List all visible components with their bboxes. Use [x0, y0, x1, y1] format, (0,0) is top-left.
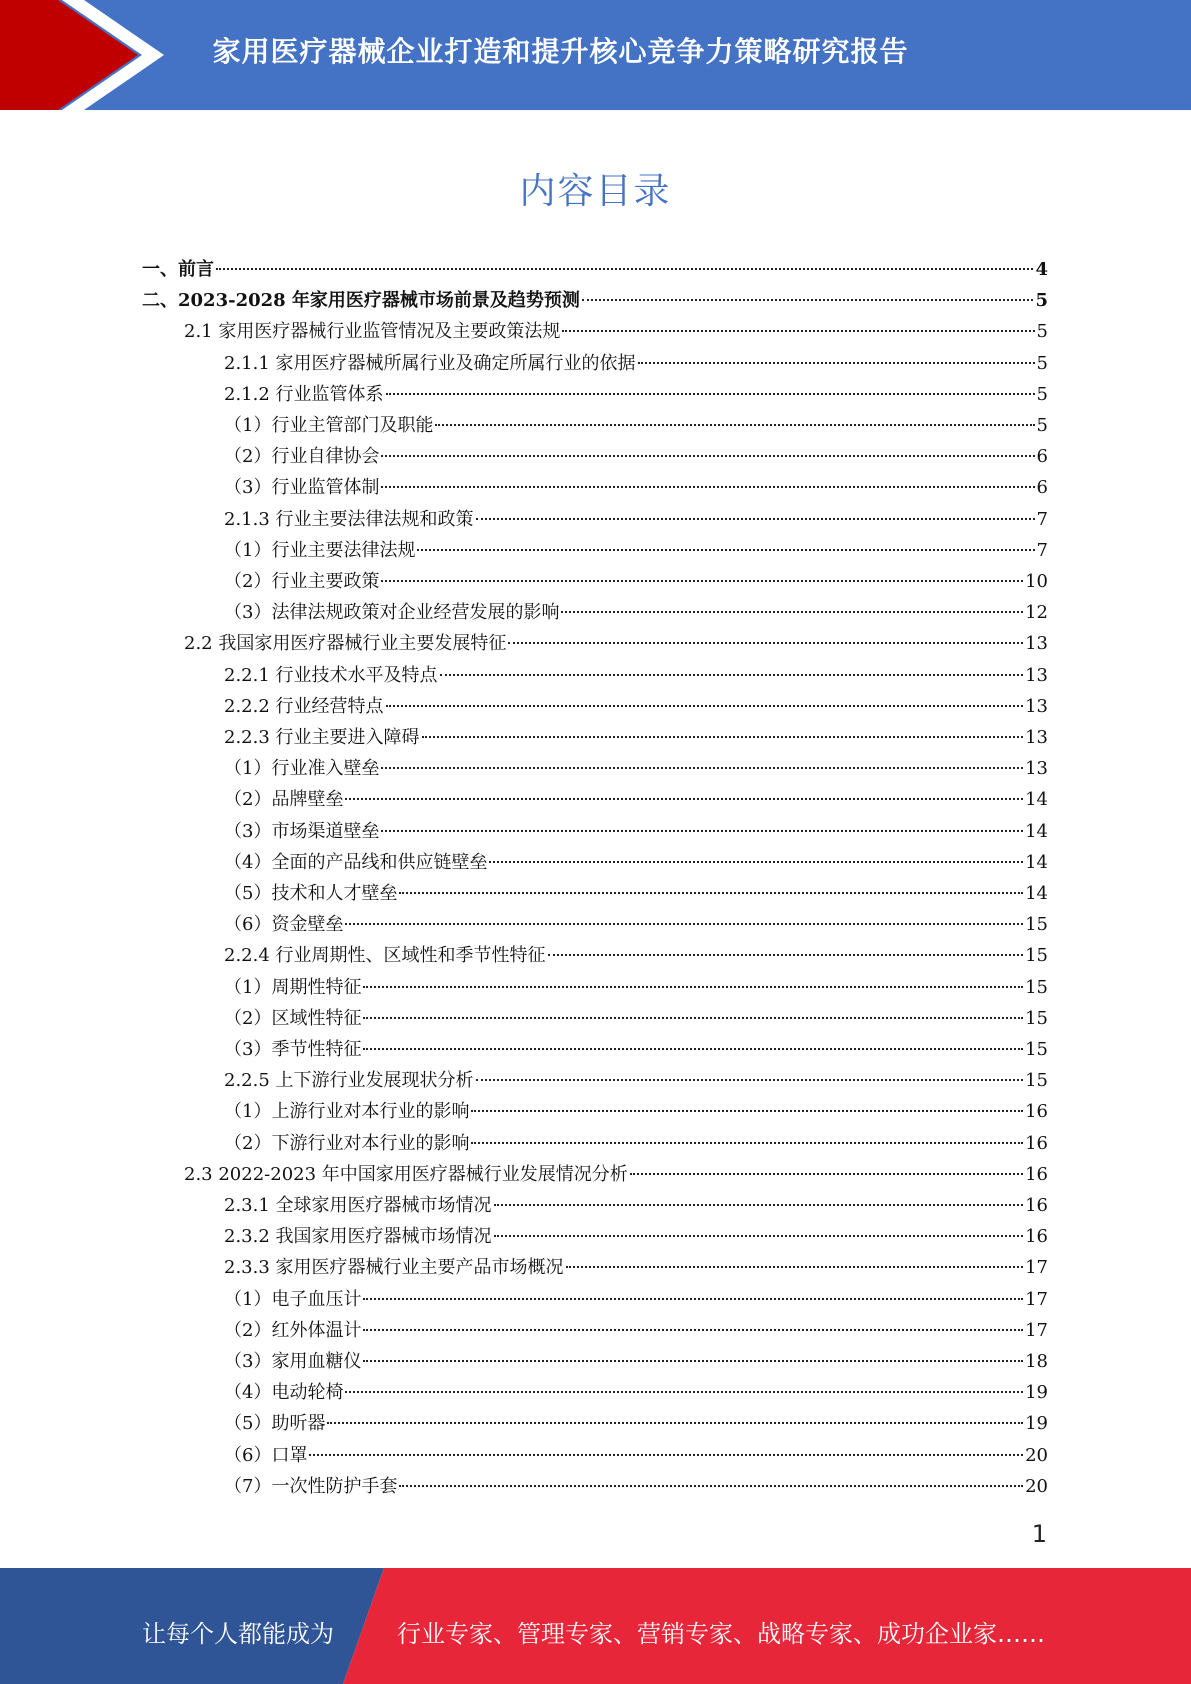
footer-slogan-left: 让每个人都能成为: [142, 1620, 334, 1648]
toc-dot-leader: [363, 1298, 1023, 1300]
toc-dot-leader: [381, 455, 1034, 457]
toc-entry-label: （2）行业自律协会: [224, 446, 380, 468]
toc-dot-leader: [327, 1422, 1023, 1424]
page-header: [0, 0, 1191, 110]
toc-dot-leader: [638, 362, 1035, 364]
toc-entry[interactable]: [224, 1190, 1048, 1221]
toc-dot-leader: [363, 986, 1023, 988]
toc-entry-label: （3）行业监管体制: [224, 477, 380, 499]
toc-entry[interactable]: [224, 816, 1048, 847]
toc-dot-leader: [345, 798, 1023, 800]
toc-entry[interactable]: [224, 691, 1048, 722]
toc-entry-page: 14: [1025, 820, 1048, 842]
toc-entry-label: 2.2.5 上下游行业发展现状分析: [224, 1070, 474, 1092]
toc-entry[interactable]: [224, 566, 1048, 597]
toc-entry-page: 15: [1025, 1039, 1048, 1060]
toc-dot-leader: [381, 486, 1034, 488]
toc-dot-leader: [548, 954, 1024, 956]
toc-entry-label: （3）季节性特征: [224, 1039, 362, 1060]
toc-entry-label: 2.3 2022-2023 年中国家用医疗器械行业发展情况分析: [184, 1163, 628, 1185]
toc-entry[interactable]: [142, 254, 1048, 285]
toc-entry-page: 17: [1025, 1257, 1048, 1279]
toc-dot-leader: [494, 1204, 1024, 1206]
toc-entry[interactable]: [224, 1284, 1048, 1315]
toc-entry[interactable]: [224, 1252, 1048, 1283]
toc-entry-page: 15: [1025, 976, 1048, 998]
toc-entry-label: （1）行业主要法律法规: [224, 539, 416, 561]
toc-dot-leader: [630, 1173, 1023, 1175]
toc-dot-leader: [381, 580, 1023, 582]
toc-dot-leader: [386, 393, 1035, 395]
toc-dot-leader: [422, 736, 1024, 738]
toc-entry[interactable]: [224, 410, 1048, 441]
toc-entry[interactable]: [224, 1315, 1048, 1346]
toc-entry[interactable]: [224, 1128, 1048, 1159]
toc-entry-page: 19: [1025, 1382, 1048, 1404]
toc-dot-leader: [399, 1485, 1023, 1487]
toc-dot-leader: [386, 705, 1024, 707]
toc-entry-label: （1）电子血压计: [224, 1288, 362, 1310]
toc-entry[interactable]: [224, 1377, 1048, 1408]
toc-dot-leader: [562, 330, 1034, 332]
toc-entry-page: 20: [1025, 1475, 1048, 1497]
toc-dot-leader: [471, 1110, 1023, 1112]
toc-entry-label: （1）上游行业对本行业的影响: [224, 1101, 470, 1123]
toc-entry[interactable]: [224, 878, 1048, 909]
toc-entry-label: （2）区域性特征: [224, 1007, 362, 1029]
toc-entry[interactable]: [224, 1346, 1048, 1377]
toc-entry-page: 5: [1035, 290, 1048, 312]
toc-entry-page: 4: [1035, 259, 1048, 280]
report-title: 家用医疗器械企业打造和提升核心竞争力策略研究报告: [212, 35, 909, 68]
toc-entry[interactable]: [224, 441, 1048, 472]
toc-dot-leader: [309, 1454, 1023, 1456]
toc-dot-leader: [582, 299, 1034, 301]
toc-entry[interactable]: [224, 379, 1048, 410]
toc-entry-page: 16: [1025, 1195, 1048, 1216]
toc-entry-page: 14: [1025, 883, 1048, 904]
toc-dot-leader: [381, 830, 1023, 832]
toc-entry-label: 2.3.1 全球家用医疗器械市场情况: [224, 1195, 492, 1216]
page-number: 1: [1031, 1520, 1047, 1548]
toc-entry-page: 18: [1025, 1351, 1048, 1372]
toc-entry-page: 16: [1025, 1101, 1048, 1123]
toc-entry-page: 5: [1036, 321, 1048, 343]
toc-entry-page: 15: [1025, 945, 1048, 967]
toc-dot-leader: [363, 1329, 1023, 1331]
toc-entry-label: （1）周期性特征: [224, 976, 362, 998]
toc-dot-leader: [561, 611, 1023, 613]
toc-entry-page: 5: [1036, 352, 1048, 374]
toc-dot-leader: [399, 892, 1023, 894]
toc-entry[interactable]: [184, 1159, 1048, 1190]
toc-entry-label: （4）全面的产品线和供应链壁垒: [224, 851, 488, 873]
toc-entry-label: 2.1.1 家用医疗器械所属行业及确定所属行业的依据: [224, 352, 636, 374]
toc-dot-leader: [381, 767, 1023, 769]
toc-entry-label: 2.2.3 行业主要进入障碍: [224, 727, 420, 748]
toc-dot-leader: [345, 1391, 1023, 1393]
toc-entry-page: 13: [1025, 695, 1048, 717]
toc-entry-page: 17: [1025, 1319, 1048, 1341]
toc-entry[interactable]: [224, 472, 1048, 503]
toc-entry[interactable]: [224, 504, 1048, 535]
toc-entry-page: 13: [1025, 664, 1048, 686]
toc-entry-page: 20: [1025, 1444, 1048, 1466]
toc-entry-page: 13: [1025, 758, 1048, 780]
toc-entry[interactable]: [184, 628, 1048, 659]
toc-entry-page: 15: [1025, 1070, 1048, 1092]
toc-entry-label: （2）下游行业对本行业的影响: [224, 1132, 470, 1154]
toc-dot-leader: [363, 1017, 1023, 1019]
toc-entry-page: 12: [1025, 602, 1048, 624]
toc-entry[interactable]: [224, 1034, 1048, 1065]
toc-entry-label: 2.1.2 行业监管体系: [224, 383, 384, 405]
toc-entry-label: （6）资金壁垒: [224, 914, 344, 936]
toc-entry-label: （4）电动轮椅: [224, 1382, 344, 1404]
toc-entry-page: 19: [1025, 1413, 1048, 1435]
toc-entry[interactable]: [224, 1440, 1048, 1471]
toc-entry-page: 15: [1025, 1007, 1048, 1029]
toc-entry[interactable]: [142, 285, 1048, 316]
toc-entry[interactable]: [224, 1221, 1048, 1252]
toc-entry-label: 2.2.4 行业周期性、区域性和季节性特征: [224, 945, 546, 967]
toc-entry[interactable]: [184, 316, 1048, 347]
toc-entry-label: （3）家用血糖仪: [224, 1351, 362, 1372]
toc-entry-label: 2.3.3 家用医疗器械行业主要产品市场概况: [224, 1257, 564, 1279]
toc-entry[interactable]: [224, 535, 1048, 566]
toc-entry[interactable]: [224, 1471, 1048, 1502]
toc-entry-page: 7: [1036, 539, 1048, 561]
toc-entry-label: （7）一次性防护手套: [224, 1475, 398, 1497]
toc-entry[interactable]: [224, 722, 1048, 753]
toc-entry-page: 16: [1025, 1163, 1048, 1185]
toc-entry-label: （2）行业主要政策: [224, 571, 380, 592]
toc-entry-label: 2.2.1 行业技术水平及特点: [224, 664, 438, 686]
toc-dot-leader: [566, 1266, 1024, 1268]
toc-entry-label: （2）品牌壁垒: [224, 789, 344, 811]
toc-dot-leader: [435, 424, 1034, 426]
toc-dot-leader: [216, 268, 1033, 270]
toc-entry-label: （1）行业准入壁垒: [224, 758, 380, 780]
toc-entry-page: 5: [1036, 415, 1048, 436]
toc-dot-leader: [345, 923, 1023, 925]
toc-entry[interactable]: [224, 1003, 1048, 1034]
toc-entry-page: 15: [1025, 914, 1048, 936]
toc-entry-page: 14: [1025, 851, 1048, 873]
toc-entry-page: 6: [1036, 446, 1048, 468]
toc-entry[interactable]: [224, 784, 1048, 815]
page-footer: [0, 1568, 1191, 1684]
toc-entry-page: 6: [1036, 477, 1048, 499]
toc-dot-leader: [489, 861, 1023, 863]
toc-dot-leader: [417, 549, 1034, 551]
toc-entry-page: 17: [1025, 1288, 1048, 1310]
toc-entry-label: （6）口罩: [224, 1444, 308, 1466]
toc-dot-leader: [476, 518, 1035, 520]
toc-entry-page: 13: [1025, 633, 1048, 655]
toc-entry-label: （5）助听器: [224, 1413, 326, 1435]
toc-entry[interactable]: [224, 940, 1048, 971]
toc-entry-label: （3）法律法规政策对企业经营发展的影响: [224, 602, 560, 624]
toc-entry-label: （1）行业主管部门及职能: [224, 415, 434, 436]
toc-entry[interactable]: [224, 348, 1048, 379]
toc-entry[interactable]: [224, 847, 1048, 878]
toc-entry-page: 14: [1025, 789, 1048, 811]
toc-entry-label: 2.2.2 行业经营特点: [224, 695, 384, 717]
toc-entry[interactable]: [224, 660, 1048, 691]
toc-entry-label: 一、前言: [142, 259, 214, 280]
toc-entry-page: 7: [1036, 508, 1048, 530]
toc-entry[interactable]: [224, 1408, 1048, 1439]
toc-dot-leader: [494, 1235, 1024, 1237]
toc-heading: 内容目录: [519, 171, 672, 212]
toc-dot-leader: [471, 1142, 1023, 1144]
toc-dot-leader: [363, 1360, 1023, 1362]
toc-entry-page: 5: [1036, 383, 1048, 405]
toc-dot-leader: [440, 674, 1024, 676]
toc-entry-label: 二、2023-2028 年家用医疗器械市场前景及趋势预测: [142, 290, 580, 312]
toc-entry[interactable]: [224, 753, 1048, 784]
toc-entry[interactable]: [224, 909, 1048, 940]
toc-dot-leader: [508, 642, 1023, 644]
toc-entry-page: 10: [1025, 571, 1048, 592]
toc-entry-label: （3）市场渠道壁垒: [224, 820, 380, 842]
toc-dot-leader: [476, 1079, 1024, 1081]
toc-entry-label: 2.3.2 我国家用医疗器械市场情况: [224, 1226, 492, 1248]
toc-entry-label: 2.1 家用医疗器械行业监管情况及主要政策法规: [184, 321, 561, 343]
toc-entry[interactable]: [224, 1096, 1048, 1127]
footer-slogan-right: 行业专家、管理专家、营销专家、战略专家、成功企业家……: [397, 1620, 1045, 1648]
toc-entry-label: 2.2 我国家用医疗器械行业主要发展特征: [184, 633, 507, 655]
toc-entry-page: 16: [1025, 1226, 1048, 1248]
toc-entry-label: （2）红外体温计: [224, 1319, 362, 1341]
toc-entry-page: 16: [1025, 1132, 1048, 1154]
toc-entry[interactable]: [224, 1065, 1048, 1096]
toc-entry-page: 13: [1025, 727, 1048, 748]
toc-entry[interactable]: [224, 972, 1048, 1003]
toc-entry[interactable]: [224, 597, 1048, 628]
toc-entry-label: 2.1.3 行业主要法律法规和政策: [224, 508, 474, 530]
toc-dot-leader: [363, 1048, 1023, 1050]
toc-entry-label: （5）技术和人才壁垒: [224, 883, 398, 904]
